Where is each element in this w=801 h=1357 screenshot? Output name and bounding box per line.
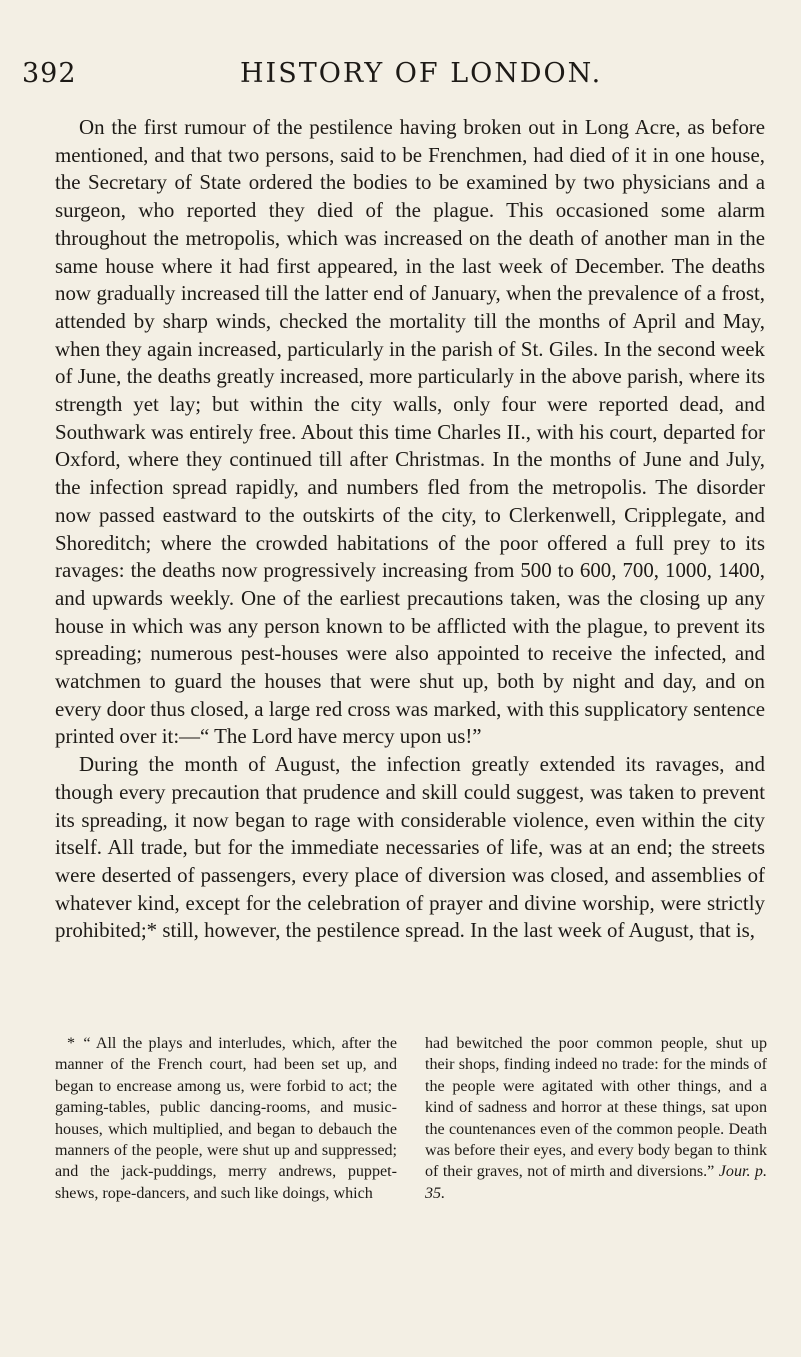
footnote-text-left: “ All the plays and interludes, which, after the manner of the French court, had been set up, and began to encrease among us, were forbid to act; the gaming-tables, public dancing-rooms, and music-houses, which multiplied, and began to debauch the manners of the people, were shut up and suppressed; and the jack-puddings, merry andrews, puppet-shews, rope-dancers, and such like doings, which bbox=[55, 1035, 398, 1202]
paragraph: On the first rumour of the pestilence having broken out in Long Acre, as before mentioned, and that two persons, said to be Frenchmen, had died of it in one house, the Secretary of State ordered the bodies to be examined by two physicians and a surgeon, who reported they died of the plague. This occasioned some alarm throughout the metropolis, which was increased on the death of another man in the same house where it had first appeared, in the last week of December. The deaths now gradually increased till the latter end of January, when the prevalence of a frost, attended by sharp winds, checked the mortality till the months of April and May, when they again increased, particularly in the parish of St. Giles. In the second week of June, the deaths greatly increased, more particularly in the above parish, where its strength yet lay; but within the city walls, only four were reported dead, and Southwark was entirely free. About this time Charles II., with his court, departed for Oxford, where they continued till after Christmas. In the months of June and July, the infection spread rapidly, and numbers fled from the metropolis. The disorder now passed eastward to the outskirts of the city, to Clerkenwell, Cripplegate, and Shoreditch; where the crowded habitations of the poor offered a full prey to its ravages: the deaths now progressively increasing from 500 to 600, 700, 1000, 1400, and upwards weekly. One of the earliest precautions taken, was the closing up any house in which was any person known to be afflicted with the plague, to prevent its spreading; numerous pest-houses were also appointed to receive the infected, and watchmen to guard the houses that were shut up, both by night and day, and on every door thus closed, a large red cross was marked, with this supplicatory sentence printed over it:—“ The Lord have mercy upon us!” bbox=[55, 115, 765, 749]
footnote-text-right: had bewitched the poor common people, shut up their shops, finding indeed no trade: for the minds of the people were agitated with other things, and a kind of sadness and horror at these things, sat upon the countenances even of the common people. Death was before their eyes, and every body began to think of their graves, not of mirth and diversions.” bbox=[425, 1035, 767, 1181]
footnote-marker: * bbox=[67, 1035, 76, 1052]
footnote-citation: Jour. p. 35. bbox=[425, 1163, 767, 1202]
footnote-column-right bbox=[425, 1033, 767, 1204]
running-head: HISTORY OF LONDON. bbox=[240, 58, 603, 89]
paragraph: During the month of August, the infection greatly extended its ravages, and though every precaution that prudence and skill could suggest, was taken to prevent its spreading, it now began to rage with considerable violence, even within the city itself. All trade, but for the immediate necessaries of life, was at an end; the streets were deserted of passengers, every place of diversion was closed, and assemblies of whatever kind, except for the celebration of prayer and divine worship, were strictly prohibited;* still, however, the pestilence spread. In the last week of August, that is, bbox=[55, 752, 765, 943]
footnote bbox=[55, 1033, 767, 1204]
page-header bbox=[0, 58, 801, 98]
page-number: 392 bbox=[22, 58, 77, 89]
footnote-column-left bbox=[55, 1033, 397, 1204]
main-text bbox=[55, 114, 765, 945]
